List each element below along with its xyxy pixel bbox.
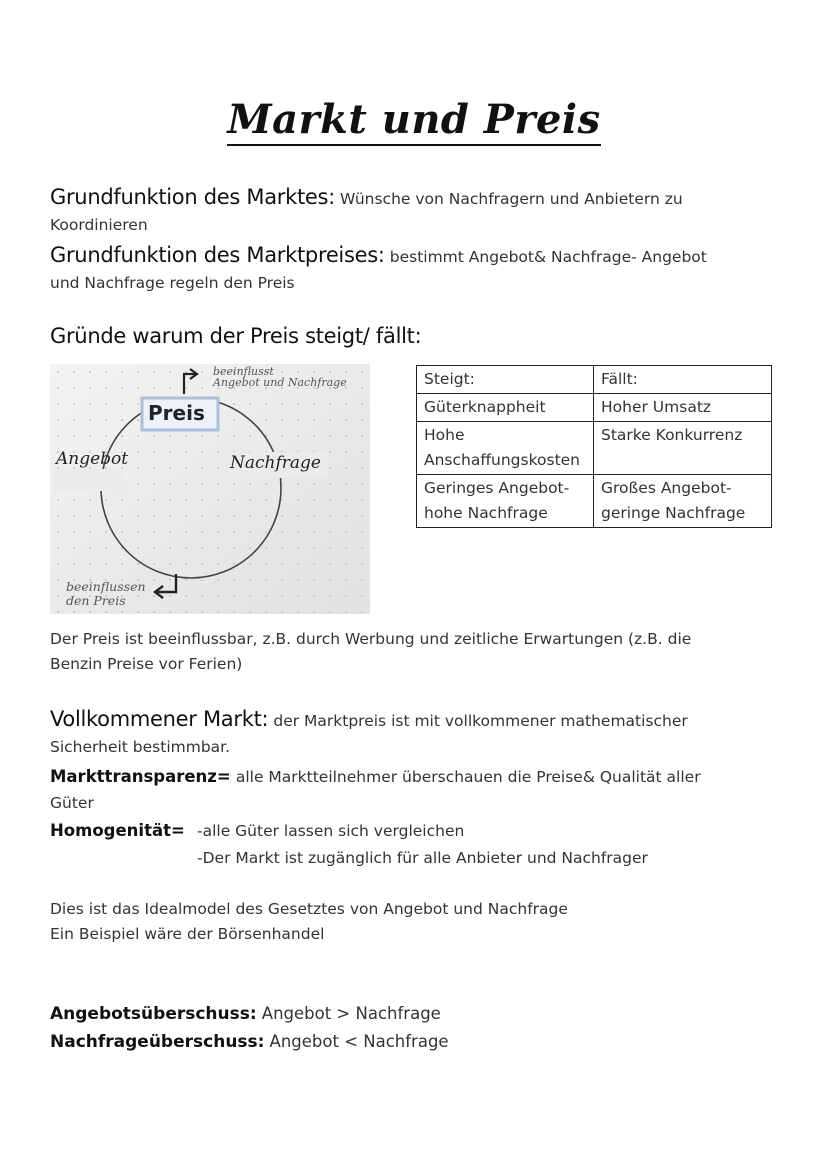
table-cell bbox=[417, 422, 594, 475]
homogenitaet-text-1: -alle Güter lassen sich vergleichen bbox=[197, 822, 465, 840]
vollkommen bbox=[50, 706, 810, 735]
table-row bbox=[417, 394, 772, 422]
nachfrageueberschuss-label: Nachfrageüberschuss: bbox=[50, 1032, 265, 1052]
angebot-label-bg bbox=[54, 469, 124, 491]
homogenitaet-label-wrap bbox=[50, 817, 185, 844]
table-header-steigt: Steigt: bbox=[417, 366, 594, 394]
grundfunktion-preis bbox=[50, 242, 810, 271]
nachfrageueberschuss bbox=[50, 1028, 449, 1056]
table-cell-line: Hohe bbox=[424, 426, 465, 444]
ideal-line-2: Ein Beispiel wäre der Börsenhandel bbox=[50, 925, 325, 943]
grundfunktion-preis-text: bestimmt Angebot& Nachfrage- Angebot bbox=[389, 248, 707, 266]
market-cycle-diagram bbox=[50, 364, 370, 614]
transparenz bbox=[50, 763, 820, 791]
vollkommen-label: Vollkommener Markt: bbox=[50, 707, 269, 731]
beeinflussbar-line-1: Der Preis ist beeinflussbar, z.B. durch Werbung und zeitliche Erwartungen (z.B. die bbox=[50, 630, 692, 648]
grundfunktion-preis-text-2: und Nachfrage regeln den Preis bbox=[50, 274, 295, 292]
angebotsueberschuss-label: Angebotsüberschuss: bbox=[50, 1004, 257, 1024]
diagram-top-note-2: Angebot und Nachfrage bbox=[213, 376, 347, 389]
grundfunktion-markt bbox=[50, 184, 790, 213]
table-cell bbox=[594, 475, 772, 528]
grundfunktion-markt-text-2: Koordinieren bbox=[50, 216, 148, 234]
angebotsueberschuss-text: Angebot > Nachfrage bbox=[261, 1004, 441, 1023]
nachfrageueberschuss-text: Angebot < Nachfrage bbox=[269, 1032, 449, 1051]
page-title bbox=[0, 96, 828, 143]
transparenz-label: Markttransparenz= bbox=[50, 767, 231, 786]
homogenitaet-label: Homogenität= bbox=[50, 821, 185, 840]
table-cell: Starke Konkurrenz bbox=[594, 422, 772, 475]
diagram-top-note-1: beeinflusst bbox=[213, 365, 274, 378]
transparenz-text-2: Güter bbox=[50, 794, 94, 812]
grundfunktion-preis-label: Grundfunktion des Marktpreises: bbox=[50, 243, 385, 267]
table-cell bbox=[417, 475, 594, 528]
angebotsueberschuss bbox=[50, 1000, 441, 1028]
beeinflussbar-line-2: Benzin Preise vor Ferien) bbox=[50, 655, 243, 673]
table-row bbox=[417, 475, 772, 528]
diagram-svg bbox=[50, 364, 370, 614]
diagram-bottom-note-2: den Preis bbox=[66, 593, 126, 608]
homogenitaet-text-2: -Der Markt ist zugänglich für alle Anbieter und Nachfrager bbox=[197, 849, 648, 867]
transparenz-text: alle Marktteilnehmer überschauen die Preise& Qualität aller bbox=[235, 768, 701, 786]
table-row bbox=[417, 422, 772, 475]
beeinflussbar-paragraph bbox=[50, 627, 810, 677]
diagram-top-note bbox=[213, 366, 347, 388]
table-cell-line: Anschaffungskosten bbox=[424, 451, 581, 469]
price-change-table bbox=[416, 365, 772, 528]
diagram-preis: Preis bbox=[148, 401, 205, 425]
page-title-text: Markt und Preis bbox=[227, 96, 600, 146]
vollkommen-text-2: Sicherheit bestimmbar. bbox=[50, 738, 231, 756]
table-cell-line: hohe Nachfrage bbox=[424, 504, 548, 522]
diagram-nachfrage: Nachfrage bbox=[230, 453, 321, 473]
table-cell-line: Großes Angebot- bbox=[601, 479, 732, 497]
table-cell-line: Geringes Angebot- bbox=[424, 479, 570, 497]
ideal-line-1: Dies ist das Idealmodel des Gesetztes von Angebot und Nachfrage bbox=[50, 900, 568, 918]
table-cell: Güterknappheit bbox=[417, 394, 594, 422]
table-header-row bbox=[417, 366, 772, 394]
vollkommen-text: der Marktpreis ist mit vollkommener mathematischer bbox=[273, 712, 688, 730]
table-header-faellt: Fällt: bbox=[594, 366, 772, 394]
ideal-paragraph bbox=[50, 897, 810, 947]
table-cell-line: geringe Nachfrage bbox=[601, 504, 746, 522]
grundfunktion-markt-text: Wünsche von Nachfragern und Anbietern zu bbox=[340, 190, 683, 208]
table-cell: Hoher Umsatz bbox=[594, 394, 772, 422]
diagram-bottom-note-1: beeinflussen bbox=[66, 579, 146, 594]
grundfunktion-markt-label: Grundfunktion des Marktes: bbox=[50, 185, 335, 209]
diagram-bottom-note bbox=[66, 580, 146, 608]
diagram-angebot: Angebot bbox=[56, 449, 129, 469]
gruende-heading: Gründe warum der Preis steigt/ fällt: bbox=[50, 324, 422, 348]
